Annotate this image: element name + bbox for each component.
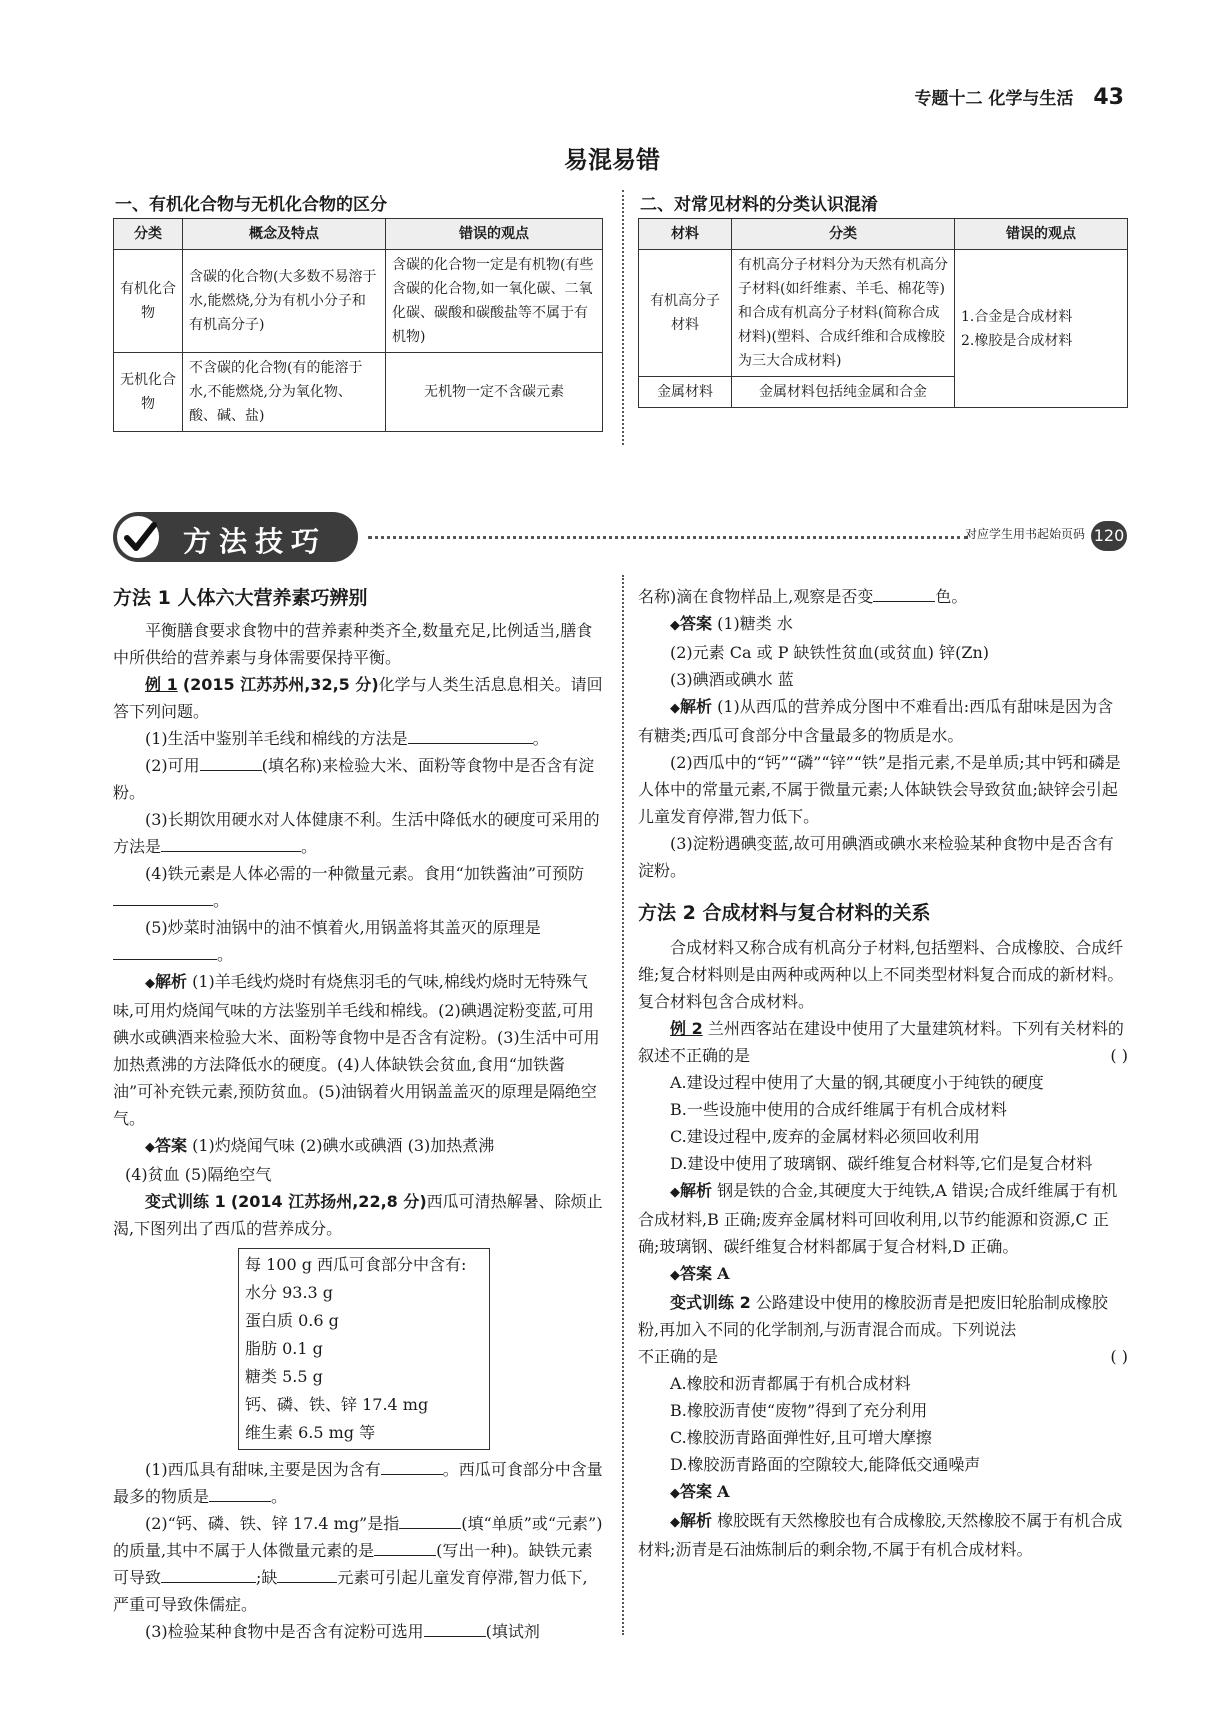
answer-blank bbox=[161, 1564, 256, 1583]
column-divider bbox=[622, 575, 624, 1635]
example-1 bbox=[113, 671, 603, 725]
answer-label: 答案 bbox=[680, 614, 713, 633]
column-header: 错误的观点 bbox=[955, 219, 1128, 250]
right-column bbox=[638, 583, 1128, 1563]
question-2 bbox=[113, 752, 603, 806]
analysis-icon: ◆ bbox=[670, 1185, 680, 1200]
nutrition-line: 水分 93.3 g bbox=[245, 1283, 334, 1302]
question-text: (3)长期饮用硬水对人体健康不利。生活中降低水的硬度可采用的方法是 bbox=[113, 810, 600, 856]
banner-dotted-line bbox=[368, 536, 968, 539]
answer-text: (1)糖类 水 bbox=[717, 614, 793, 633]
wrong-view-1: 1.合金是合成材料 bbox=[961, 308, 1073, 325]
example-text: 兰州西客站在建设中使用了大量建筑材料。下列有关材料的叙述不正确的是 bbox=[638, 1019, 1124, 1065]
variant-label: 变式训练 1 bbox=[145, 1192, 226, 1211]
answer-label: 答案 bbox=[680, 1482, 713, 1501]
answer-label: 答案 bbox=[680, 1264, 713, 1283]
page-header bbox=[914, 84, 1124, 110]
answer-blank bbox=[408, 725, 533, 744]
question-1 bbox=[113, 725, 603, 752]
organic-inorganic-table bbox=[113, 218, 603, 432]
option: B.一些设施中使用的合成纤维属于有机合成材料 bbox=[670, 1100, 1007, 1119]
answer-paren: ( ) bbox=[1110, 1046, 1128, 1065]
nutrition-line: 蛋白质 0.6 g bbox=[245, 1311, 339, 1330]
example-source: (2015 江苏苏州,32,5 分) bbox=[182, 675, 379, 694]
answer-block bbox=[638, 1478, 1128, 1507]
variant-question-3 bbox=[113, 1618, 603, 1645]
table-header-row bbox=[639, 219, 1128, 250]
variant-2 bbox=[638, 1289, 1128, 1343]
answer-text: (4)贫血 (5)隔绝空气 bbox=[125, 1165, 272, 1184]
nutrition-line: 每 100 g 西瓜可食部分中含有: bbox=[245, 1255, 467, 1274]
analysis-icon: ◆ bbox=[670, 1515, 680, 1530]
checkmark-icon bbox=[115, 514, 161, 560]
answer-blank bbox=[200, 752, 262, 771]
chapter-title: 专题十二 化学与生活 bbox=[914, 89, 1074, 109]
column-header: 概念及特点 bbox=[183, 219, 386, 250]
answer-text: A bbox=[717, 1264, 730, 1283]
section-title: 易混易错 bbox=[564, 146, 660, 174]
analysis-label: 解析 bbox=[680, 697, 713, 716]
answer-icon: ◆ bbox=[670, 1268, 680, 1283]
variant-text: 西瓜可清热解暑、除烦止渴,下图列出了西瓜的营养成分。 bbox=[113, 1192, 603, 1238]
analysis-label: 解析 bbox=[680, 1511, 713, 1530]
question-text: 色。 bbox=[935, 587, 968, 606]
example-2 bbox=[638, 1015, 1128, 1069]
question-text: (5)炒菜时油锅中的油不慎着火,用锅盖将其盖灭的原理是 bbox=[145, 918, 541, 937]
question-text: 名称)滴在食物样品上,观察是否变 bbox=[638, 587, 874, 606]
column-header: 错误的观点 bbox=[386, 219, 603, 250]
table-cell: 无机物一定不含碳元素 bbox=[386, 353, 603, 432]
answer-blank bbox=[873, 583, 935, 602]
method-1-title: 方法 1 人体六大营养素巧辨别 bbox=[113, 587, 368, 609]
analysis-block bbox=[638, 1507, 1128, 1563]
question-text: (写出一种)。缺铁元素可导致 bbox=[113, 1541, 593, 1587]
materials-table bbox=[638, 218, 1128, 408]
variant-2-cont bbox=[638, 1343, 1128, 1370]
method-1-intro: 平衡膳食要求食物中的营养素种类齐全,数量充足,比例适当,膳食中所供给的营养素与身体需要保持平衡。 bbox=[113, 621, 593, 667]
question-text: 。 bbox=[301, 837, 318, 856]
left-table-heading: 一、有机化合物与无机化合物的区分 bbox=[115, 195, 387, 215]
table-header-row bbox=[114, 219, 603, 250]
answer-text: (1)灼烧闻气味 (2)碘水或碘酒 (3)加热煮沸 bbox=[192, 1136, 495, 1155]
table-cell: 无机化合物 bbox=[114, 353, 183, 432]
table-cell: 金属材料包括纯金属和合金 bbox=[732, 377, 955, 408]
option: A.橡胶和沥青都属于有机合成材料 bbox=[670, 1374, 911, 1393]
column-header: 分类 bbox=[114, 219, 183, 250]
answer-paren: ( ) bbox=[1110, 1347, 1128, 1366]
answer-blank bbox=[424, 1618, 486, 1637]
question-text: ;缺 bbox=[256, 1568, 278, 1587]
answer-text: (2)元素 Ca 或 P 缺铁性贫血(或贫血) 锌(Zn) bbox=[670, 643, 990, 662]
question-text: (1)生活中鉴别羊毛线和棉线的方法是 bbox=[145, 729, 408, 748]
analysis-icon: ◆ bbox=[145, 976, 155, 991]
question-text: (填名称)来检验大米、面粉等食物中是否含有淀粉。 bbox=[113, 756, 595, 802]
table-cell: 有机高分子材料 bbox=[639, 250, 732, 377]
nutrition-line: 钙、磷、铁、锌 17.4 mg bbox=[245, 1395, 429, 1414]
question-text: 。 bbox=[271, 1487, 288, 1506]
table-cell: 不含碳的化合物(有的能溶于水,不能燃烧,分为氧化物、酸、碱、盐) bbox=[183, 353, 386, 432]
analysis-text: (1)羊毛线灼烧时有烧焦羽毛的气味,棉线灼烧时无特殊气味,可用灼烧闻气味的方法鉴别羊毛线和棉线。(2)碘遇淀粉变蓝,可用碘水或碘酒来检验大米、面粉等食物中是否含有淀粉。(3)生活中可用加热煮沸的方法降低水的硬度。(4)人体缺铁会贫血,食用“加铁酱油”可补充铁元素,预防贫血。(5)油锅着火用锅盖盖灭的原理是隔绝空气。 bbox=[113, 972, 600, 1128]
variant-text: 公路建设中使用的橡胶沥青是把废旧轮胎制成橡胶粉,再加入不同的化学制剂,与沥青混合而成。下列说法 bbox=[638, 1293, 1108, 1339]
analysis-text: (2)西瓜中的“钙”“磷”“锌”“铁”是指元素,不是单质;其中钙和磷是人体中的常量元素,不属于微量元素;人体缺铁会导致贫血;缺锌会引起儿童发育停滞,智力低下。 bbox=[638, 753, 1121, 826]
question-text: (3)检验某种食物中是否含有淀粉可选用 bbox=[145, 1622, 424, 1641]
answer-blank bbox=[113, 941, 217, 960]
analysis-icon: ◆ bbox=[670, 701, 680, 716]
option: D.橡胶沥青路面的空隙较大,能降低交通噪声 bbox=[670, 1455, 981, 1474]
table-cell: 有机化合物 bbox=[114, 250, 183, 353]
table-row bbox=[639, 250, 1128, 377]
option: D.建设中使用了玻璃钢、碳纤维复合材料等,它们是复合材料 bbox=[670, 1154, 1093, 1173]
example-text: 化学与人类生活息息相关。请回答下列问题。 bbox=[113, 675, 603, 721]
analysis-block bbox=[638, 1177, 1128, 1260]
answer-blank bbox=[399, 1510, 461, 1529]
question-5 bbox=[113, 914, 603, 968]
table-row bbox=[114, 250, 603, 353]
answer-icon: ◆ bbox=[145, 1140, 155, 1155]
question-text: 。 bbox=[217, 945, 234, 964]
page-number: 43 bbox=[1093, 85, 1124, 110]
answer-icon: ◆ bbox=[670, 1486, 680, 1501]
table-cell bbox=[955, 250, 1128, 408]
question-text: 元素可引起儿童发育停滞,智力低下,严重可导致侏儒症。 bbox=[113, 1568, 588, 1614]
answer-block bbox=[638, 1260, 1128, 1289]
question-text: (2)“钙、磷、铁、锌 17.4 mg”是指 bbox=[145, 1514, 400, 1533]
table-cell: 含碳的化合物(大多数不易溶于水,能燃烧,分为有机小分子和有机高分子) bbox=[183, 250, 386, 353]
banner-pill bbox=[113, 512, 358, 562]
banner-ref-text: 对应学生用书起始页码 bbox=[964, 527, 1085, 541]
column-divider bbox=[622, 190, 624, 445]
nutrition-line: 脂肪 0.1 g bbox=[245, 1339, 323, 1358]
answer-text: A bbox=[717, 1482, 730, 1501]
option: C.橡胶沥青路面弹性好,且可增大摩擦 bbox=[670, 1428, 932, 1447]
variant-question-1 bbox=[113, 1456, 603, 1510]
method-2-title: 方法 2 合成材料与复合材料的关系 bbox=[638, 902, 931, 924]
example-label: 例 1 bbox=[145, 675, 178, 694]
question-text: 。西瓜可食部分中含量最多的物质是 bbox=[113, 1460, 603, 1506]
analysis-text: 钢是铁的合金,其硬度大于纯铁,A 错误;合成纤维属于有机合成材料,B 正确;废弃金属材料可回收利用,以节约能源和资源,C 正确;玻璃钢、碳纤维复合材料都属于复合材料,D 正确。 bbox=[638, 1181, 1118, 1256]
answer-label: 答案 bbox=[155, 1136, 188, 1155]
left-column bbox=[113, 583, 603, 1645]
question-text: 。 bbox=[213, 891, 230, 910]
right-table-heading: 二、对常见材料的分类认识混淆 bbox=[640, 195, 878, 215]
variant-question-3-cont bbox=[638, 583, 1128, 610]
nutrition-line: 糖类 5.5 g bbox=[245, 1367, 323, 1386]
variant-question-2 bbox=[113, 1510, 603, 1618]
answer-blank bbox=[209, 1483, 271, 1502]
table-cell: 有机高分子材料分为天然有机高分子材料(如纤维素、羊毛、棉花等)和合成有机高分子材料(简称合成材料)(塑料、合成纤维和合成橡胶为三大合成材料) bbox=[732, 250, 955, 377]
table-row bbox=[114, 353, 603, 432]
question-4 bbox=[113, 860, 603, 914]
banner-title: 方法技巧 bbox=[183, 525, 328, 558]
analysis-label: 解析 bbox=[680, 1181, 713, 1200]
table-cell: 金属材料 bbox=[639, 377, 732, 408]
variant-text: 不正确的是 bbox=[638, 1347, 719, 1366]
question-text: (4)铁元素是人体必需的一种微量元素。食用“加铁酱油”可预防 bbox=[145, 864, 585, 883]
answer-text: (3)碘酒或碘水 蓝 bbox=[670, 670, 794, 689]
column-header: 分类 bbox=[732, 219, 955, 250]
answer-blank bbox=[277, 1564, 337, 1583]
answer-blank bbox=[161, 833, 301, 852]
analysis-text: (3)淀粉遇碘变蓝,故可用碘酒或碘水来检验某种食物中是否含有淀粉。 bbox=[638, 834, 1114, 880]
answer-blank bbox=[113, 887, 213, 906]
variant-source: (2014 江苏扬州,22,8 分) bbox=[230, 1192, 427, 1211]
option: A.建设过程中使用了大量的钢,其硬度小于纯铁的硬度 bbox=[670, 1073, 1044, 1092]
banner-ref-page: 120 bbox=[1091, 521, 1127, 551]
method-2-intro: 合成材料又称合成有机高分子材料,包括塑料、合成橡胶、合成纤维;复合材料则是由两种或两种以上不同类型材料复合而成的新材料。复合材料包含合成材料。 bbox=[638, 938, 1124, 1011]
column-header: 材料 bbox=[639, 219, 732, 250]
analysis-block bbox=[113, 968, 603, 1132]
answer-icon: ◆ bbox=[670, 618, 680, 633]
variant-label: 变式训练 2 bbox=[670, 1293, 751, 1312]
example-label: 例 2 bbox=[670, 1019, 703, 1038]
variant-1 bbox=[113, 1188, 603, 1242]
question-text: (1)西瓜具有甜味,主要是因为含有 bbox=[145, 1460, 381, 1479]
option: C.建设过程中,废弃的金属材料必须回收利用 bbox=[670, 1127, 980, 1146]
question-text: (填试剂 bbox=[485, 1622, 540, 1641]
answer-block bbox=[113, 1132, 603, 1161]
methods-banner bbox=[113, 512, 1127, 562]
option: B.橡胶沥青使“废物”得到了充分利用 bbox=[670, 1401, 928, 1420]
answer-block bbox=[638, 610, 1128, 639]
question-text: (2)可用 bbox=[145, 756, 200, 775]
nutrition-box bbox=[238, 1248, 490, 1450]
wrong-view-2: 2.橡胶是合成材料 bbox=[961, 332, 1073, 349]
question-text: (填“单质”或“元素”)的质量,其中不属于人体微量元素的是 bbox=[113, 1514, 603, 1560]
answer-blank bbox=[374, 1537, 436, 1556]
answer-blank bbox=[381, 1456, 443, 1475]
question-3 bbox=[113, 806, 603, 860]
analysis-label: 解析 bbox=[155, 972, 188, 991]
analysis-text: 橡胶既有天然橡胶也有合成橡胶,天然橡胶不属于有机合成材料;沥青是石油炼制后的剩余物,不属于有机合成材料。 bbox=[638, 1511, 1123, 1559]
question-text: 。 bbox=[532, 729, 549, 748]
analysis-text: (1)从西瓜的营养成分图中不难看出:西瓜有甜味是因为含有糖类;西瓜可食部分中含量最多的物质是水。 bbox=[638, 697, 1114, 745]
table-cell: 含碳的化合物一定是有机物(有些含碳的化合物,如一氧化碳、二氧化碳、碳酸和碳酸盐等不属于有机物) bbox=[386, 250, 603, 353]
analysis-block bbox=[638, 693, 1128, 749]
nutrition-line: 维生素 6.5 mg 等 bbox=[245, 1423, 376, 1442]
